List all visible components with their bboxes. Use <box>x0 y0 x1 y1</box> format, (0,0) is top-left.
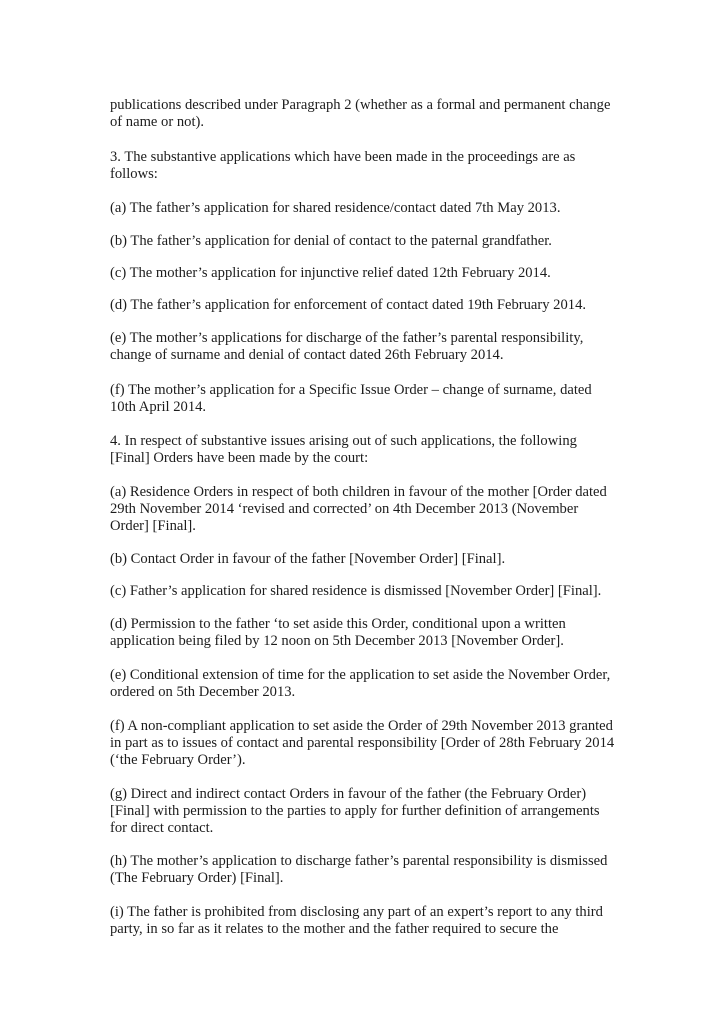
paragraph-4d: (d) Permission to the father ‘to set aside this Order, conditional upon a written application being filed by 12 noon on 5th December 2013 [November Order]. <box>110 616 566 649</box>
paragraph-4a: (a) Residence Orders in respect of both children in favour of the mother [Order dated 29th November 2014 ‘revised and corrected’ on 4th December 2013 (November Order] [Final]. <box>110 484 607 534</box>
paragraph-name-change-continuation: publications described under Paragraph 2 (whether as a formal and permanent change of name or not). <box>110 97 611 130</box>
paragraph-4h: (h) The mother’s application to discharge father’s parental responsibility is dismissed (The February Order) [Final]. <box>110 853 608 886</box>
paragraph-3d: (d) The father’s application for enforcement of contact dated 19th February 2014. <box>110 297 587 313</box>
paragraph-3e: (e) The mother’s applications for discharge of the father’s parental responsibility, change of surname and denial of contact dated 26th February 2014. <box>110 330 584 363</box>
paragraph-3b: (b) The father’s application for denial of contact to the paternal grandfather. <box>110 233 552 249</box>
paragraph-4e: (e) Conditional extension of time for the application to set aside the November Order, ordered on 5th December 2013. <box>110 667 611 700</box>
paragraph-4c: (c) Father’s application for shared residence is dismissed [November Order] [Final]. <box>110 583 602 599</box>
paragraph-4f: (f) A non-compliant application to set aside the Order of 29th November 2013 granted in part as to issues of contact and parental responsibility [Order of 28th February 2014 (‘the February Order’). <box>110 718 615 768</box>
paragraph-3-intro: 3. The substantive applications which have been made in the proceedings are as follows: <box>110 149 576 182</box>
paragraph-3f: (f) The mother’s application for a Specific Issue Order – change of surname, dated 10th April 2014. <box>110 382 592 415</box>
paragraph-4b: (b) Contact Order in favour of the father [November Order] [Final]. <box>110 551 506 567</box>
paragraph-4-intro: 4. In respect of substantive issues arising out of such applications, the following [Final] Orders have been made by the court: <box>110 433 577 466</box>
paragraph-4g: (g) Direct and indirect contact Orders in favour of the father (the February Order) [Final] with permission to the parties to apply for further definition of arrangements for direct contact. <box>110 786 600 836</box>
paragraph-3a: (a) The father’s application for shared residence/contact dated 7th May 2013. <box>110 200 561 216</box>
paragraph-4i: (i) The father is prohibited from disclosing any part of an expert’s report to any third party, in so far as it relates to the mother and the father required to secure the <box>110 904 603 937</box>
paragraph-3c: (c) The mother’s application for injunctive relief dated 12th February 2014. <box>110 265 551 281</box>
